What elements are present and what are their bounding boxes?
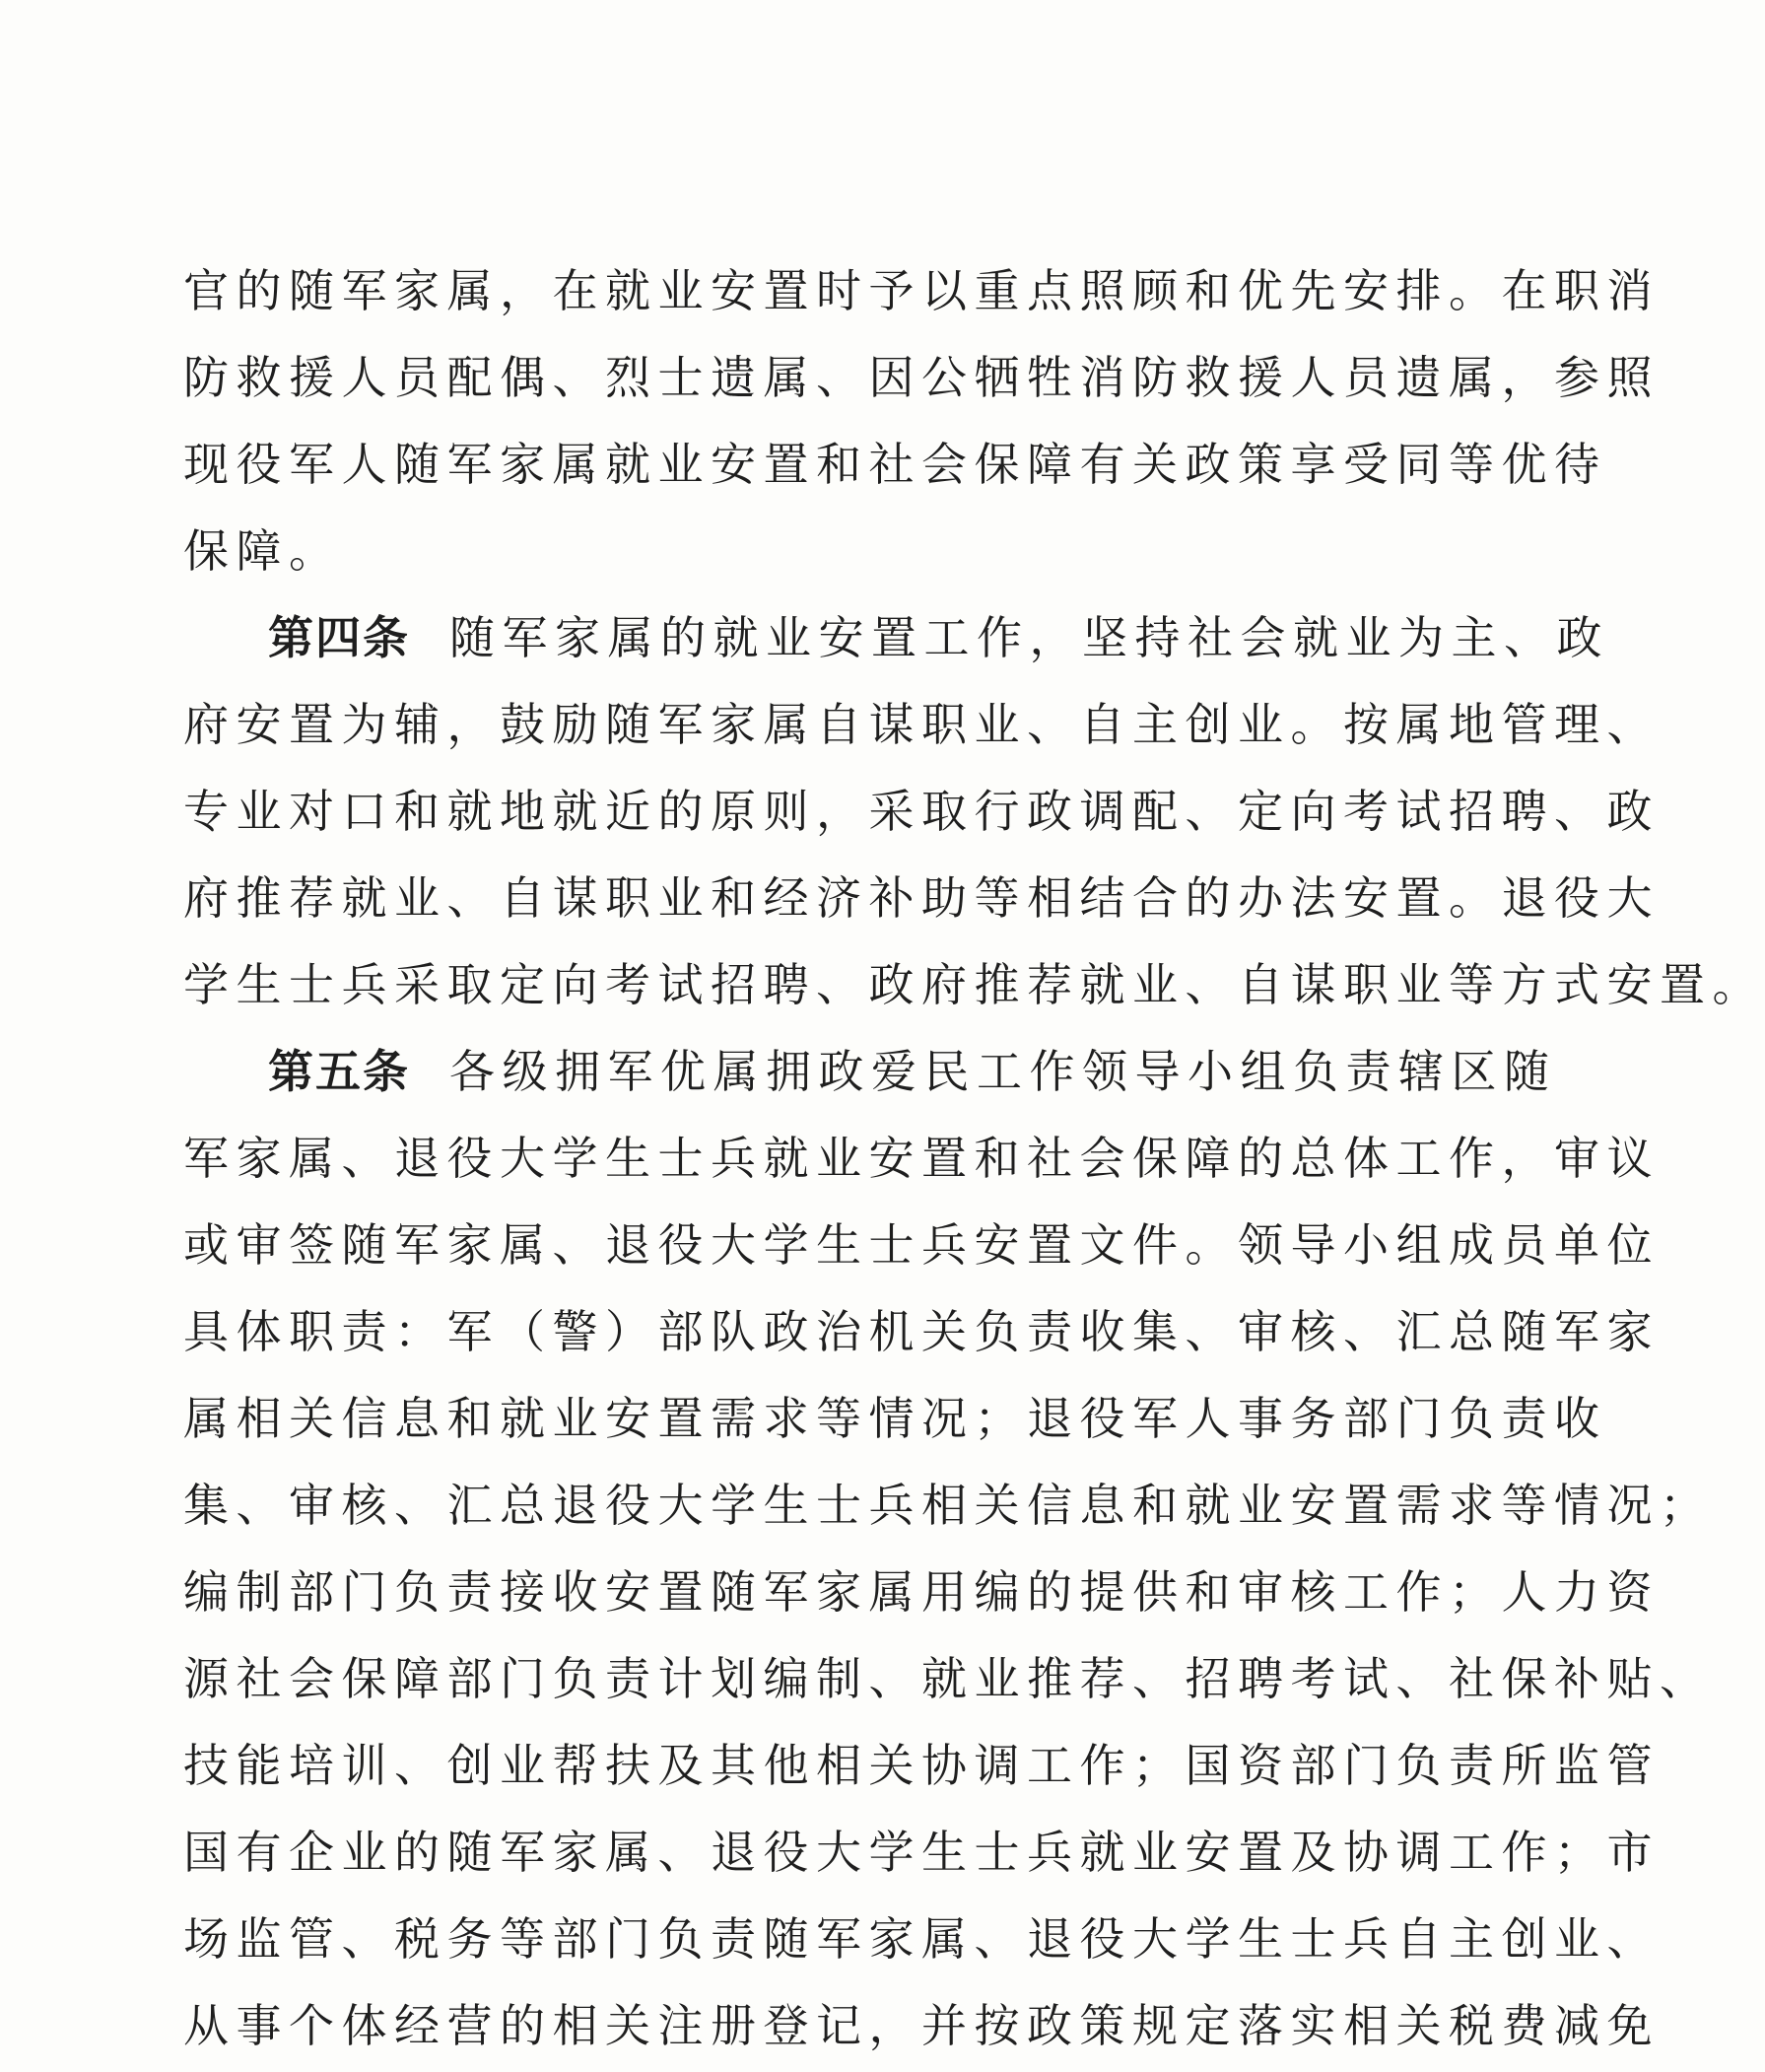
body-line-2: 防救援人员配偶、烈士遗属、因公牺牲消防救援人员遗属，参照 [183,351,1660,404]
body-line-14: 属相关信息和就业安置需求等情况；退役军人事务部门负责收 [183,1392,1607,1445]
body-line-16: 编制部门负责接收安置随军家属用编的提供和审核工作；人力资 [183,1565,1660,1619]
body-line-1: 官的随军家属，在就业安置时予以重点照顾和优先安排。在职消 [183,264,1660,317]
body-line-17: 源社会保障部门负责计划编制、就业推荐、招聘考试、社保补贴、 [183,1652,1713,1705]
body-line-21: 从事个体经营的相关注册登记，并按政策规定落实相关税费减免 [183,1999,1660,2052]
article-4-label: 第四条 [268,611,410,664]
article-4-first-line [268,593,1609,682]
article-5-label: 第五条 [268,1045,410,1098]
body-line-18: 技能培训、创业帮扶及其他相关协调工作；国资部门负责所监管 [183,1739,1660,1792]
body-line-9: 学生士兵采取定向考试招聘、政府推荐就业、自谋职业等方式安置。 [183,958,1765,1011]
body-line-8: 府推荐就业、自谋职业和经济补助等相结合的办法安置。退役大 [183,871,1660,925]
article-4-text: 随军家属的就业安置工作，坚持社会就业为主、政 [449,611,1609,664]
body-line-13: 具体职责：军（警）部队政治机关负责收集、审核、汇总随军家 [183,1305,1660,1358]
body-line-4: 保障。 [183,524,342,578]
body-line-15: 集、审核、汇总退役大学生士兵相关信息和就业安置需求等情况； [183,1479,1713,1532]
article-5-first-line [268,1027,1557,1116]
body-line-7: 专业对口和就地就近的原则，采取行政调配、定向考试招聘、政 [183,785,1660,838]
body-line-3: 现役军人随军家属就业安置和社会保障有关政策享受同等优待 [183,438,1607,491]
body-line-6: 府安置为辅，鼓励随军家属自谋职业、自主创业。按属地管理、 [183,698,1660,751]
body-line-19: 国有企业的随军家属、退役大学生士兵就业安置及协调工作；市 [183,1826,1660,1879]
body-line-11: 军家属、退役大学生士兵就业安置和社会保障的总体工作，审议 [183,1132,1660,1185]
article-5-text: 各级拥军优属拥政爱民工作领导小组负责辖区随 [449,1045,1557,1098]
body-line-12: 或审签随军家属、退役大学生士兵安置文件。领导小组成员单位 [183,1218,1660,1272]
body-line-20: 场监管、税务等部门负责随军家属、退役大学生士兵自主创业、 [183,1912,1660,1966]
